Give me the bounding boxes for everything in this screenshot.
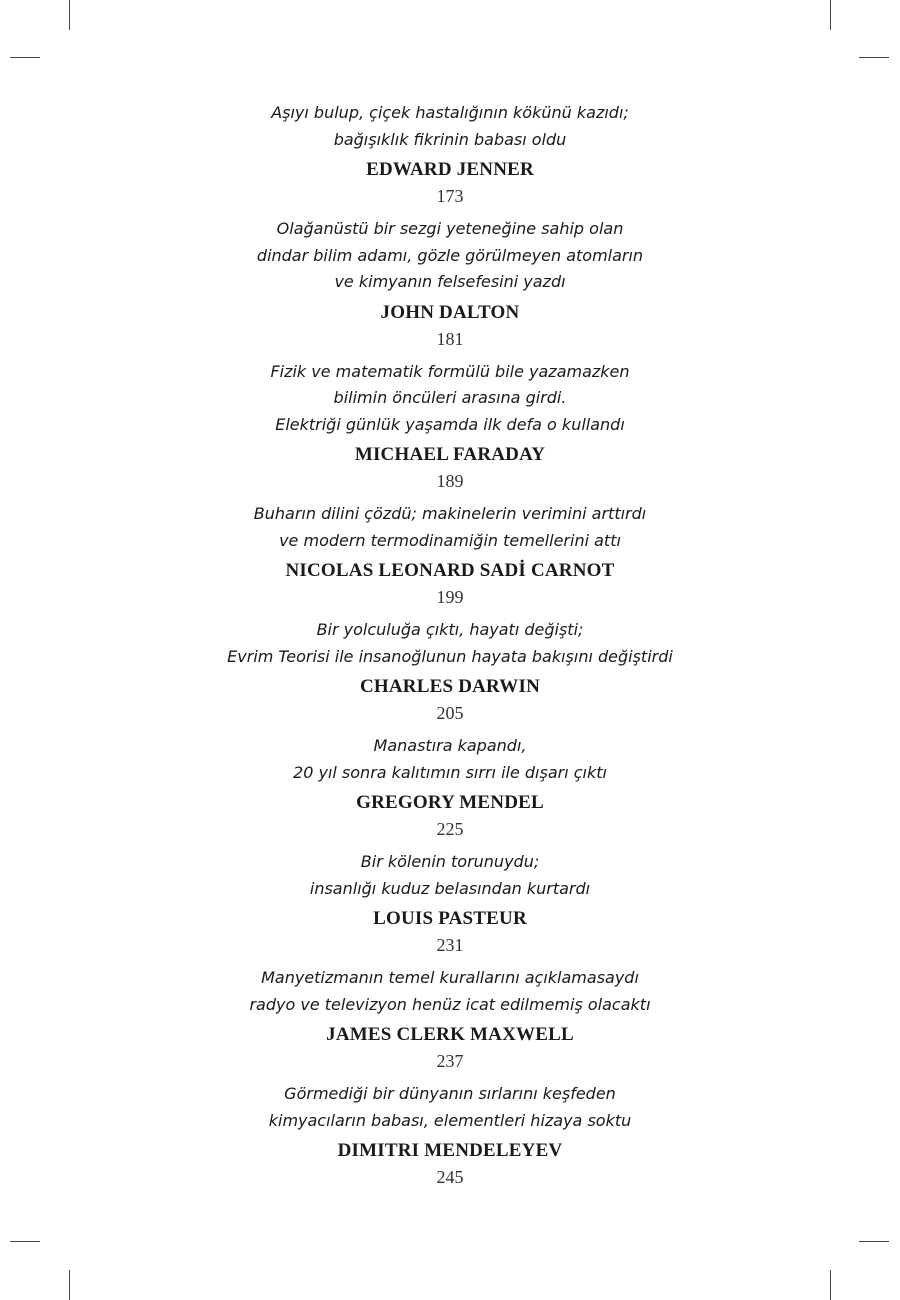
description-line: 20 yıl sonra kalıtımın sırrı ile dışarı çıktı bbox=[293, 762, 607, 782]
entry-page-number: 245 bbox=[436, 1167, 464, 1187]
entry-name: LOUIS PASTEUR bbox=[373, 908, 527, 929]
toc-entry bbox=[0, 617, 900, 726]
entry-description bbox=[0, 100, 900, 153]
toc-entry bbox=[0, 733, 900, 842]
crop-mark-left-upper bbox=[10, 57, 40, 58]
crop-mark-top-left bbox=[69, 0, 70, 30]
entry-name: EDWARD JENNER bbox=[366, 159, 534, 180]
description-line: Görmediği bir dünyanın sırlarını keşfeden bbox=[284, 1084, 616, 1103]
toc-entry bbox=[0, 501, 900, 610]
toc-entry bbox=[0, 965, 900, 1074]
crop-mark-right-upper bbox=[859, 57, 889, 58]
entry-page-number: 199 bbox=[436, 587, 464, 607]
crop-mark-left-lower bbox=[10, 1241, 40, 1242]
entry-description bbox=[0, 1081, 900, 1134]
description-line: ve kimyanın felsefesini yazdı bbox=[334, 272, 566, 291]
description-line: Elektriği günlük yaşamda ilk defa o kullandı bbox=[275, 414, 625, 434]
table-of-contents bbox=[0, 100, 900, 1197]
toc-entry bbox=[0, 359, 900, 495]
description-line: ve modern termodinamiğin temellerini attı bbox=[279, 530, 621, 550]
entry-description bbox=[0, 849, 900, 902]
entry-page-number: 205 bbox=[436, 703, 464, 723]
description-line: Bir yolculuğa çıktı, hayatı değişti; bbox=[316, 620, 584, 639]
entry-page-number: 237 bbox=[436, 1051, 464, 1071]
crop-mark-top-right bbox=[830, 0, 831, 30]
entry-name: JOHN DALTON bbox=[380, 301, 520, 323]
description-line: Manastıra kapandı, bbox=[373, 736, 527, 755]
entry-description bbox=[0, 501, 900, 554]
entry-page-number: 173 bbox=[436, 186, 464, 206]
entry-page-number: 181 bbox=[436, 328, 464, 349]
toc-entry bbox=[0, 216, 900, 352]
toc-entry bbox=[0, 100, 900, 209]
toc-entry bbox=[0, 1081, 900, 1190]
entry-name: CHARLES DARWIN bbox=[359, 676, 541, 697]
description-line: Manyetizmanın temel kurallarını açıklamasaydı bbox=[261, 968, 639, 987]
description-line: insanlığı kuduz belasından kurtardı bbox=[309, 878, 591, 898]
entry-name: DIMITRI MENDELEYEV bbox=[337, 1140, 563, 1161]
entry-name: NICOLAS LEONARD SADİ CARNOT bbox=[285, 560, 615, 581]
entry-name: JAMES CLERK MAXWELL bbox=[326, 1024, 574, 1045]
description-line: radyo ve televizyon henüz icat edilmemiş olacaktı bbox=[249, 994, 651, 1014]
description-line: Buharın dilini çözdü; makinelerin verimini arttırdı bbox=[253, 504, 647, 523]
entry-description bbox=[0, 216, 900, 296]
description-line: bilimin öncüleri arasına girdi. bbox=[333, 388, 567, 407]
description-line: dindar bilim adamı, gözle görülmeyen atomların bbox=[256, 245, 644, 265]
entry-name: MICHAEL FARADAY bbox=[354, 444, 546, 465]
crop-mark-right-lower bbox=[859, 1241, 889, 1242]
description-line: Olağanüstü bir sezgi yeteneğine sahip olan bbox=[276, 219, 624, 238]
description-line: Fizik ve matematik formülü bile yazamazken bbox=[270, 361, 630, 381]
entry-description bbox=[0, 733, 900, 786]
entry-page-number: 231 bbox=[436, 935, 464, 955]
entry-description bbox=[0, 965, 900, 1018]
entry-description bbox=[0, 617, 900, 670]
entry-name: GREGORY MENDEL bbox=[356, 792, 544, 813]
crop-mark-bottom-left bbox=[69, 1270, 70, 1300]
description-line: Evrim Teorisi ile insanoğlunun hayata bakışını değiştirdi bbox=[227, 646, 673, 666]
description-line: kimyacıların babası, elementleri hizaya soktu bbox=[268, 1110, 632, 1130]
description-line: Aşıyı bulup, çiçek hastalığının kökünü kazıdı; bbox=[271, 103, 629, 122]
description-line: bağışıklık fikrinin babası oldu bbox=[333, 129, 567, 149]
toc-entry bbox=[0, 849, 900, 958]
entry-page-number: 189 bbox=[436, 471, 464, 491]
crop-mark-bottom-right bbox=[830, 1270, 831, 1300]
entry-description bbox=[0, 359, 900, 439]
description-line: Bir kölenin torunuydu; bbox=[360, 852, 540, 871]
entry-page-number: 225 bbox=[436, 819, 464, 839]
